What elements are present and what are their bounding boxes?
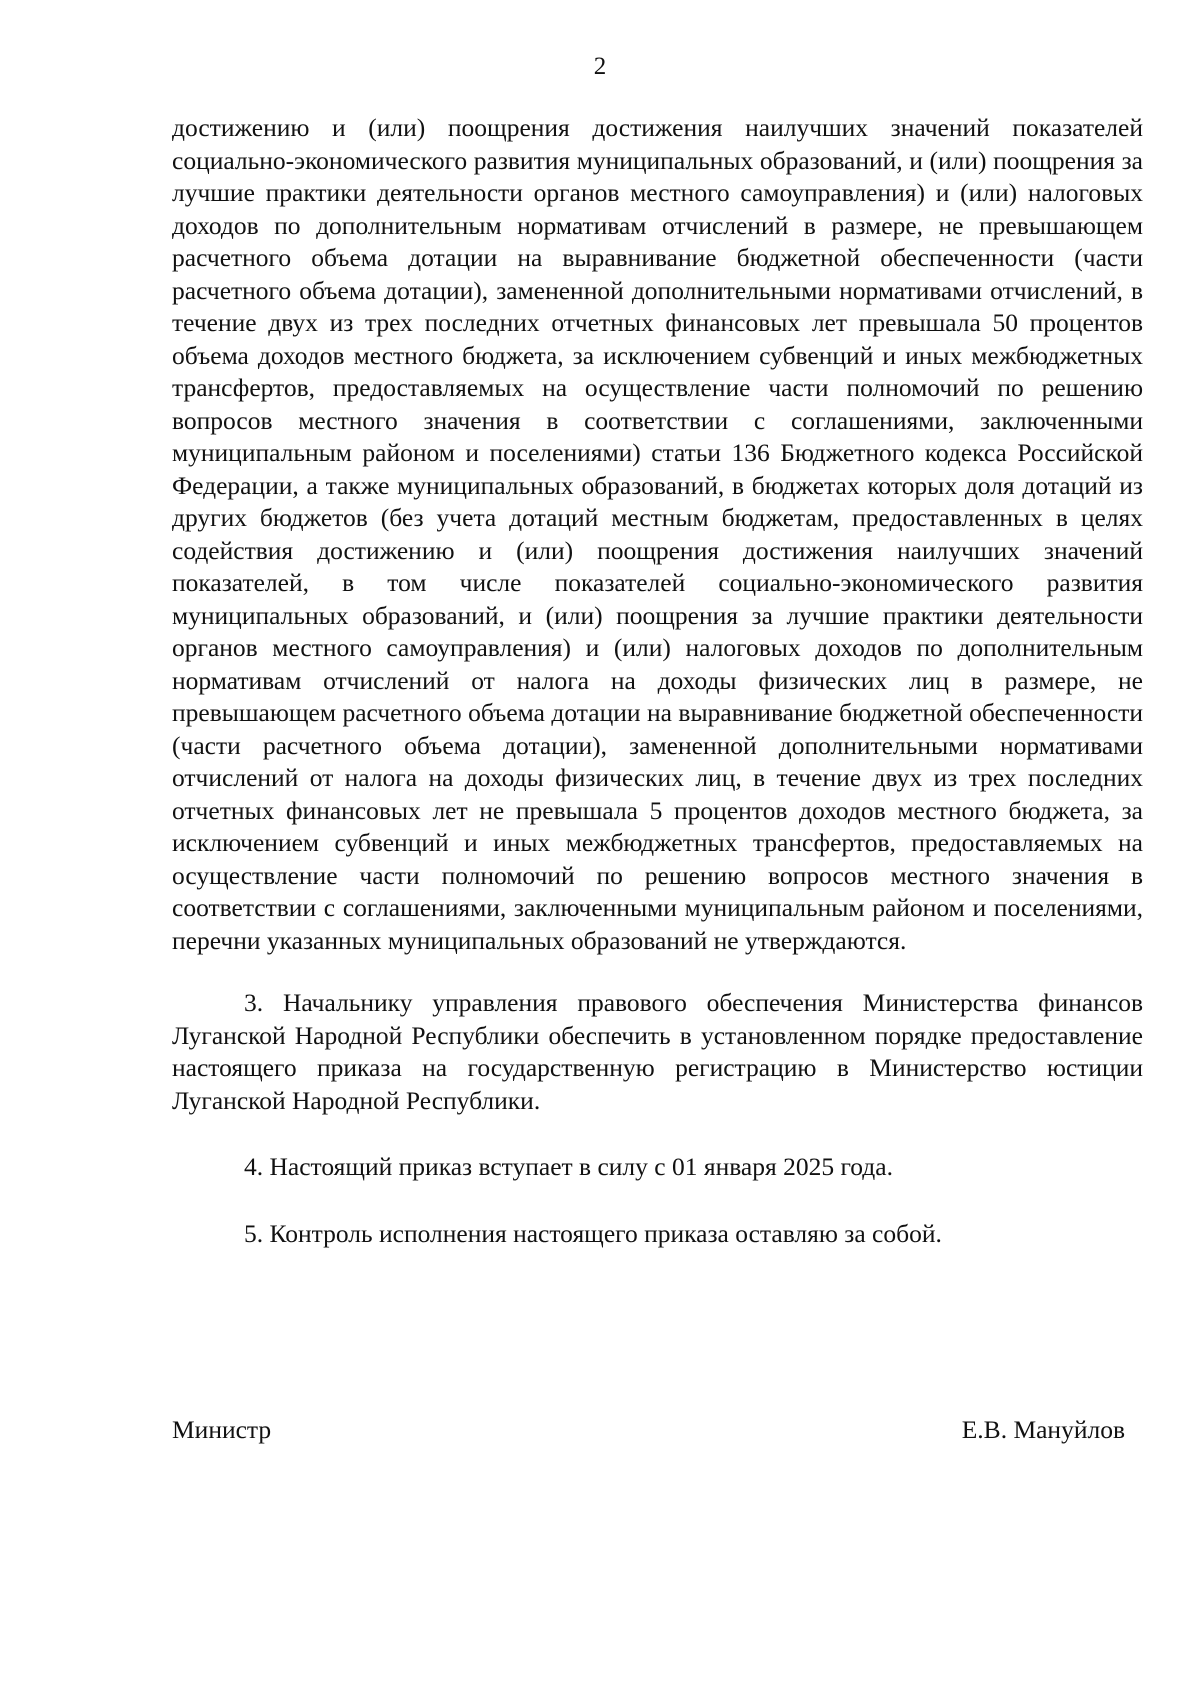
paragraph-item-5: 5. Контроль исполнения настоящего приказа оставляю за собой. xyxy=(244,1218,942,1248)
paragraph-item-4: 4. Настоящий приказ вступает в силу с 01 января 2025 года. xyxy=(244,1152,893,1181)
paragraph-continuation: достижению и (или) поощрения достижения наилучших значений показателей социально-экономического развития муниципальных образований, и (или) поощрения за лучшие практики деятельности органов местного самоуправления) и (или) налоговых доходов по дополнительным нормативам отчислений в размере, не превышающем расчетного объема дотации на выравнивание бюджетной обеспеченности (части расчетного объема дотации), замененной дополнительными нормативами отчислений, в течение двух из трех последних отчетных финансовых лет превышала 50 процентов объема доходов местного бюджета, за исключением субвенций и иных межбюджетных трансфертов, предоставляемых на осуществление части полномочий по решению вопросов местного значения в соответствии с соглашениями, заключенными муниципальным районом и поселениями) статьи 136 Бюджетного кодекса Российской Федерации, а также муниципальных образований, в бюджетах которых доля дотаций из других бюджетов (без учета дотаций местным бюджетам, предоставленных в целях содействия достижению и (или) поощрения достижения наилучших значений показателей, в том числе показателей социально-экономического развития муниципальных образований, и (или) поощрения за лучшие практики деятельности органов местного самоуправления) и (или) налоговых доходов по дополнительным нормативам отчислений от налога на доходы физических лиц в размере, не превышающем расчетного объема дотации на выравнивание бюджетной обеспеченности (части расчетного объема дотации), замененной дополнительными нормативами отчислений от налога на доходы физических лиц, в течение двух из трех последних отчетных финансовых лет не превышала 5 процентов доходов местного бюджета, за исключением субвенций и иных межбюджетных трансфертов, предоставляемых на осуществление части полномочий по решению вопросов местного значения в соответствии с соглашениями, заключенными муниципальным районом и поселениями, перечни указанных муниципальных образований не утверждаются. xyxy=(172,113,1143,955)
signature-block xyxy=(172,1414,1125,1446)
document-body xyxy=(172,112,1143,1250)
signatory-name: Е.В. Мануйлов xyxy=(961,1415,1125,1444)
paragraph-item-3: 3. Начальнику управления правового обеспечения Министерства финансов Луганской Народной Республики обеспечить в установленном порядке предоставление настоящего приказа на государственную регистрацию в Министерство юстиции Луганской Народной Республики. xyxy=(172,988,1143,1115)
page-number: 2 xyxy=(593,53,607,80)
signatory-position: Министр xyxy=(172,1415,272,1444)
